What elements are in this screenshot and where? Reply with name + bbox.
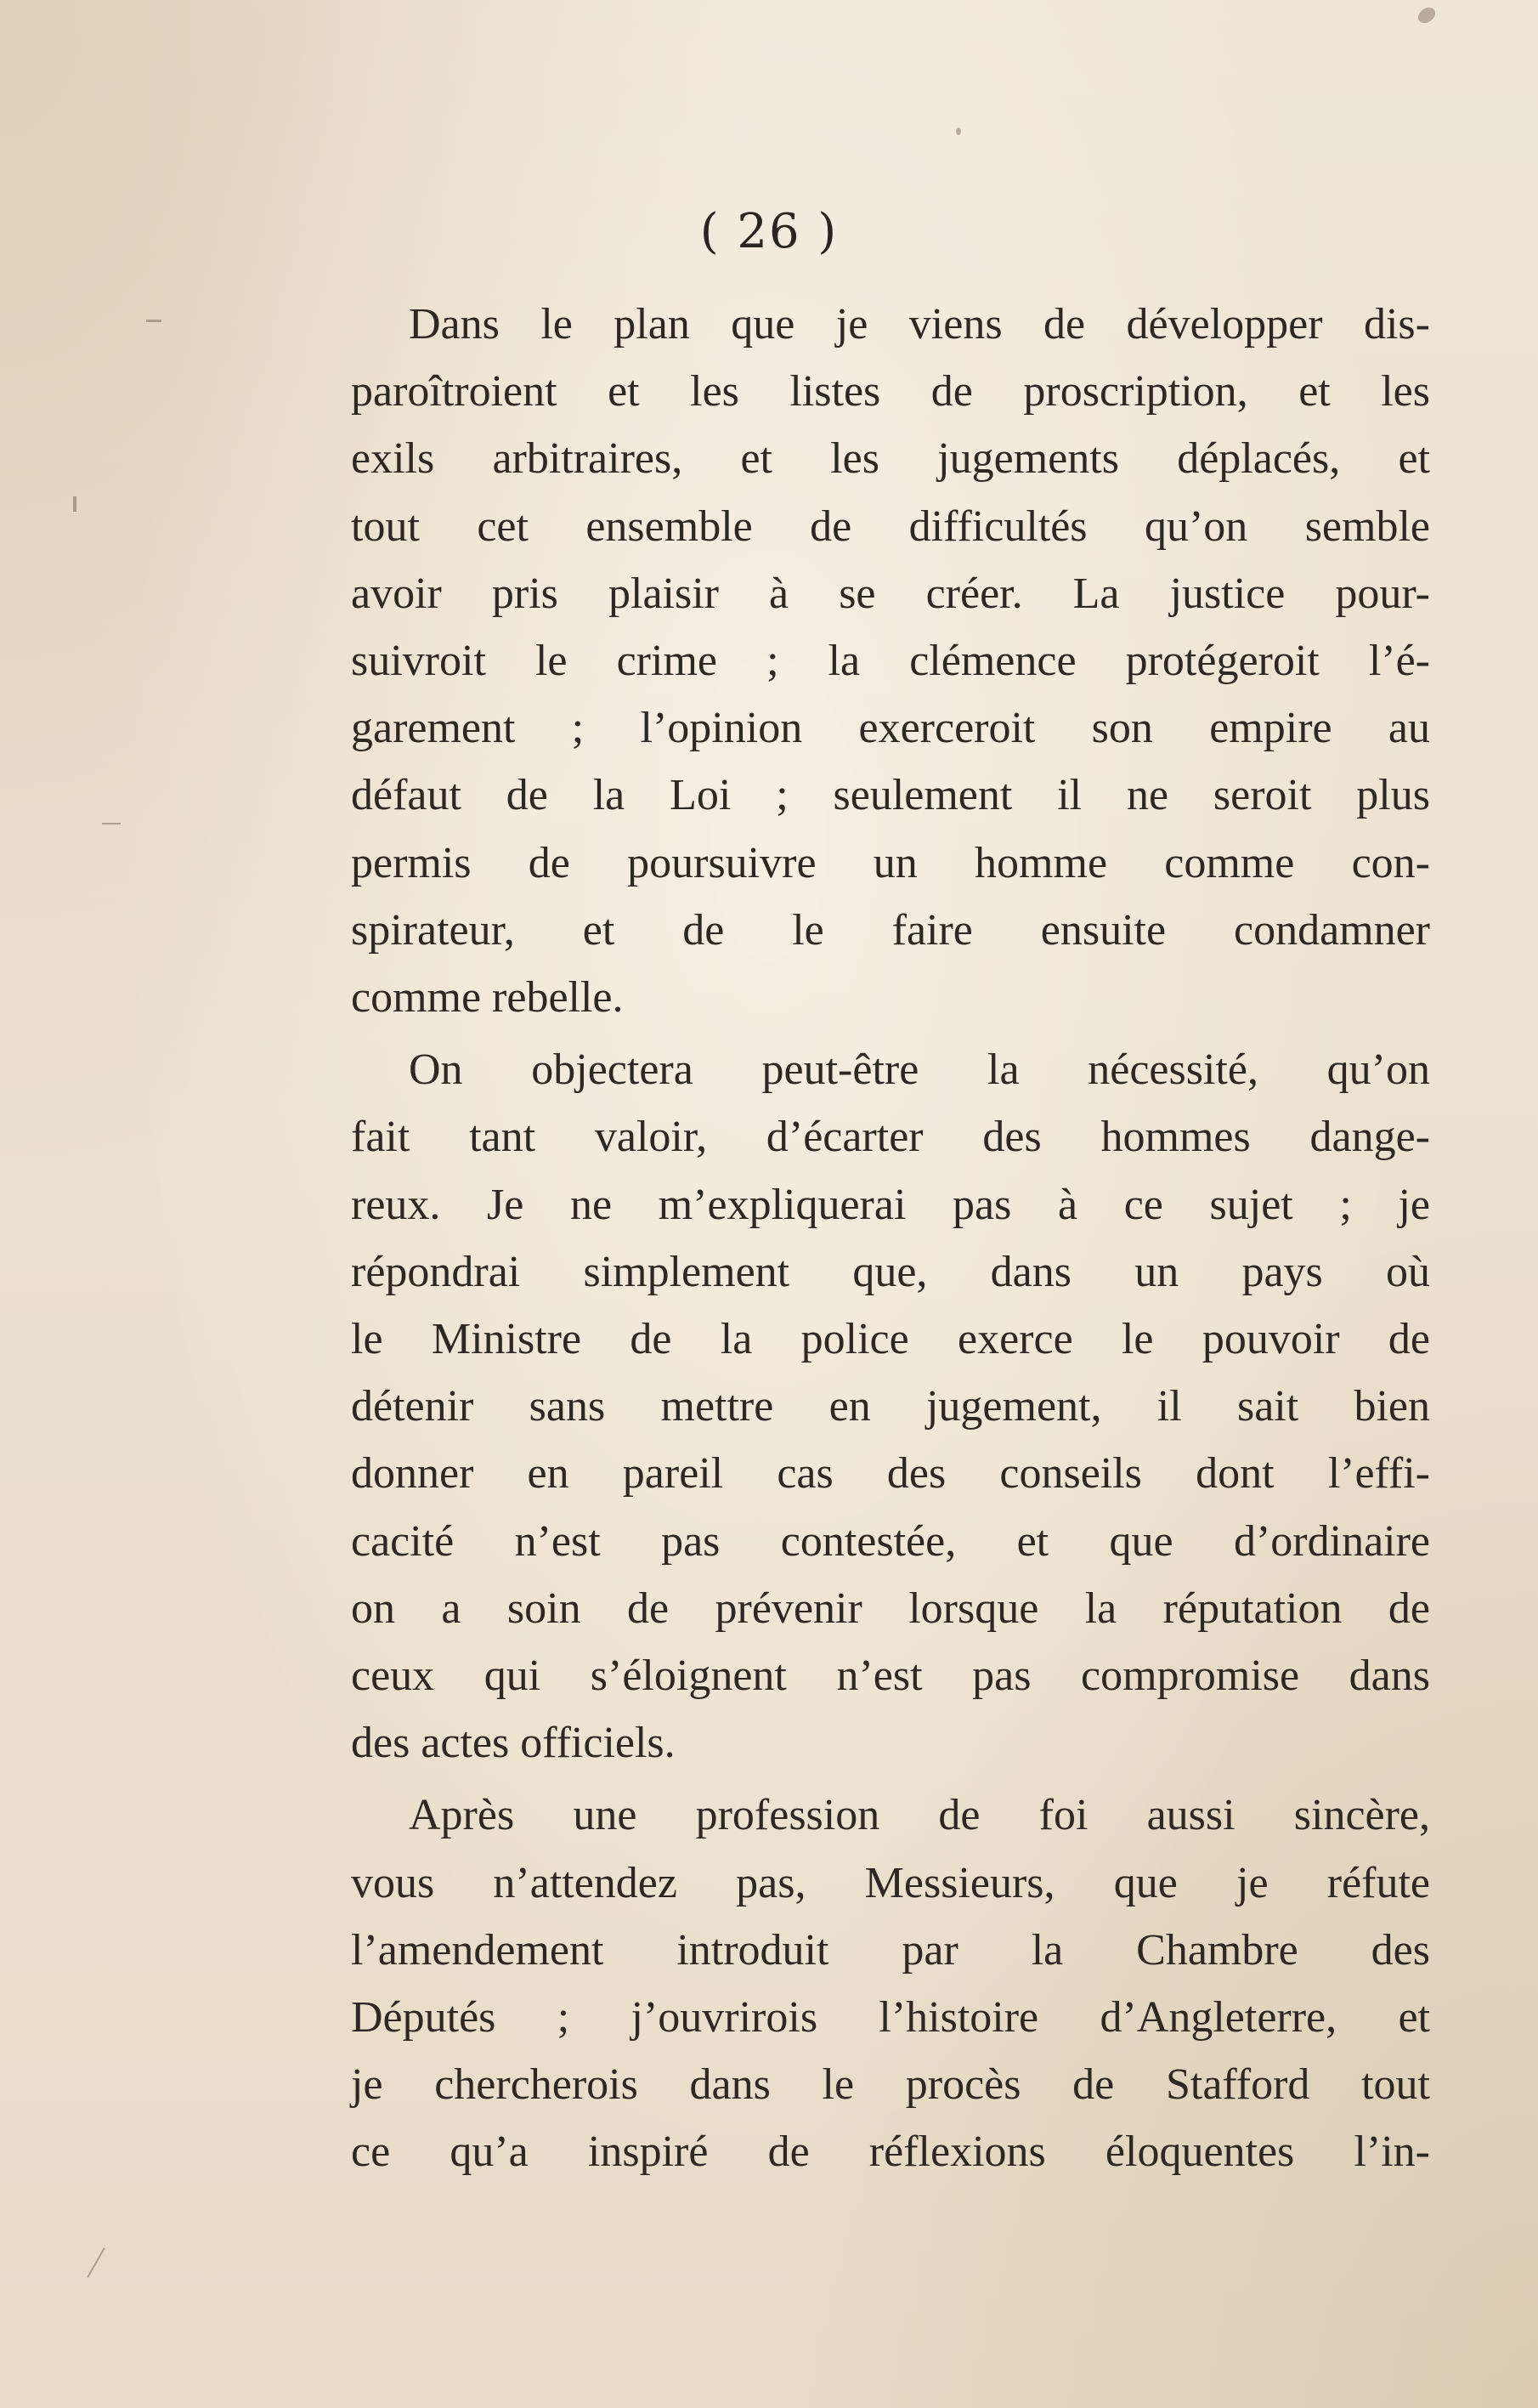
text-line: répondrai simplement que, dans un pays où	[351, 1247, 1430, 1296]
text-line: paroîtroient et les listes de proscription, et les	[351, 367, 1430, 416]
text-line: cacité n’est pas contestée, et que d’ordinaire	[351, 1516, 1430, 1566]
text-line: défaut de la Loi ; seulement il ne seroit plus	[351, 771, 1430, 820]
text-line: Après une profession de foi aussi sincère,	[409, 1791, 1430, 1840]
text-line: donner en pareil cas des conseils dont l’effi-	[351, 1449, 1430, 1499]
text-line: reux. Je ne m’expliquerai pas à ce sujet ; je	[351, 1180, 1430, 1229]
text-line: suivroit le crime ; la clémence protégeroit l’é-	[351, 637, 1430, 686]
text-line: ce qu’a inspiré de réflexions éloquentes l’in-	[351, 2128, 1430, 2177]
margin-mark	[73, 496, 76, 512]
text-line: fait tant valoir, d’écarter des hommes dange-	[351, 1113, 1430, 1162]
text-line: on a soin de prévenir lorsque la réputation de	[351, 1584, 1430, 1633]
ink-speck	[1415, 4, 1438, 26]
margin-mark	[102, 823, 121, 824]
text-line: des actes officiels.	[351, 1719, 676, 1768]
text-line: vous n’attendez pas, Messieurs, que je réfute	[351, 1858, 1430, 1907]
text-line: l’amendement introduit par la Chambre des	[351, 1925, 1430, 1975]
text-line: je chercherois dans le procès de Stafford tout	[351, 2060, 1430, 2110]
text-line: spirateur, et de le faire ensuite condamner	[351, 905, 1430, 955]
margin-mark	[87, 2247, 105, 2278]
text-line: permis de poursuivre un homme comme con-	[351, 838, 1430, 887]
text-line: détenir sans mettre en jugement, il sait bien	[351, 1382, 1430, 1431]
text-line: comme rebelle.	[351, 973, 624, 1023]
text-line: garement ; l’opinion exerceroit son empire au	[351, 704, 1430, 753]
text-line: Dans le plan que je viens de développer dis-	[409, 300, 1430, 348]
body-text	[351, 291, 1430, 2186]
margin-mark	[146, 320, 161, 322]
text-line: avoir pris plaisir à se créer. La justice pour-	[351, 569, 1430, 618]
text-line: le Ministre de la police exerce le pouvoir de	[351, 1315, 1430, 1364]
text-line: ceux qui s’éloignent n’est pas compromise dans	[351, 1652, 1430, 1701]
text-line: exils arbitraires, et les jugements déplacés, et	[351, 434, 1430, 484]
text-line: tout cet ensemble de difficultés qu’on semble	[351, 501, 1430, 551]
ink-speck	[956, 127, 961, 135]
page-number: ( 26 )	[699, 204, 839, 259]
text-line: On objectera peut-être la nécessité, qu’on	[409, 1045, 1430, 1095]
text-line: Députés ; j’ouvrirois l’histoire d’Angleterre, et	[351, 1993, 1430, 2043]
